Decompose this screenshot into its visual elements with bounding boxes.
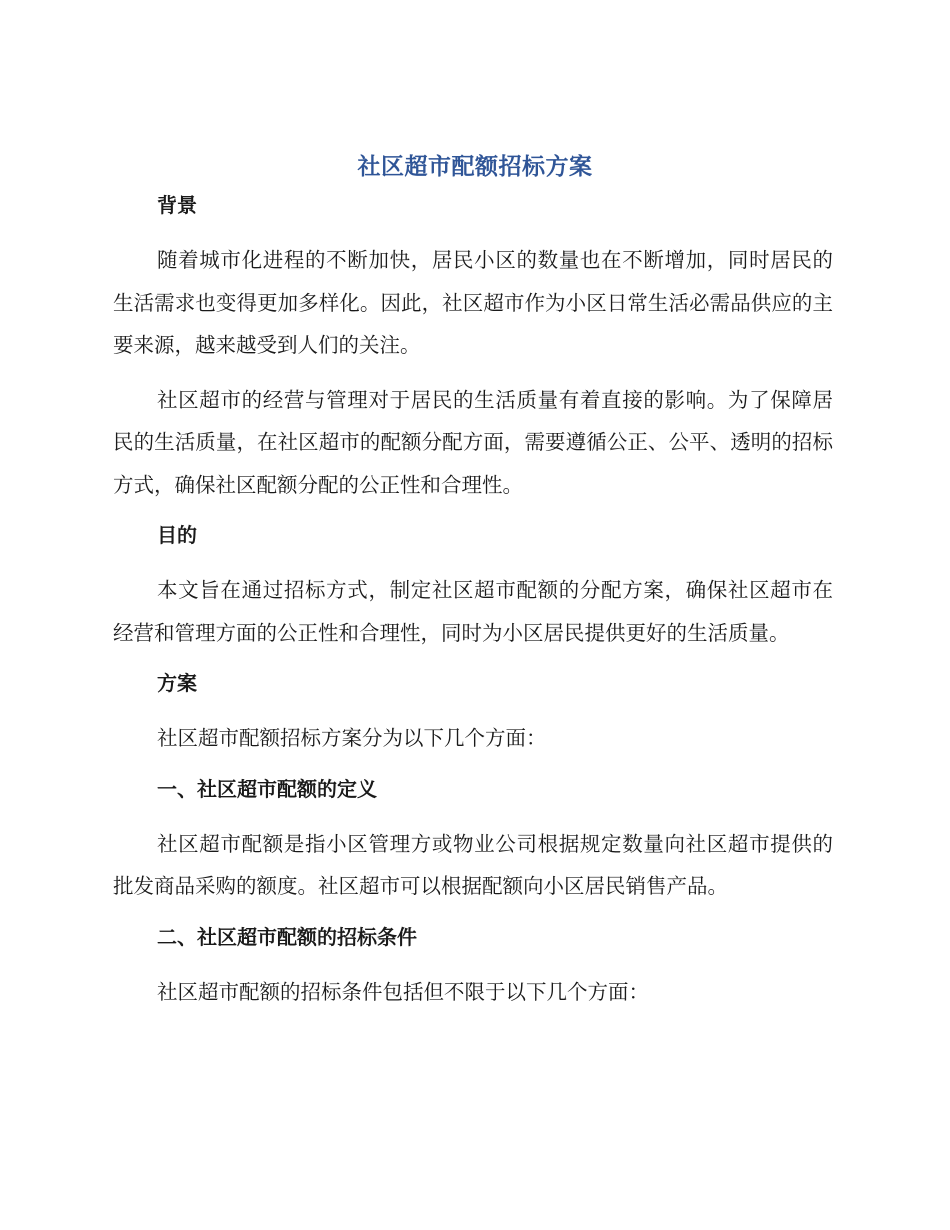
heading-plan: 方案 [157,671,197,695]
paragraph-purpose: 本文旨在通过招标方式，制定社区超市配额的分配方案，确保社区超市在经营和管理方面的公正性和合理性，同时为小区居民提供更好的生活质量。 [113,578,833,645]
paragraph-plan: 社区超市配额招标方案分为以下几个方面： [157,726,547,750]
heading-section-2: 二、社区超市配额的招标条件 [157,924,417,949]
paragraph-background-1: 随着城市化进程的不断加快，居民小区的数量也在不断增加，同时居民的生活需求也变得更加多样化。因此，社区超市作为小区日常生活必需品供应的主要来源，越来越受到人们的关注。 [113,248,833,357]
heading-background: 背景 [157,193,197,217]
document-body [113,188,833,1013]
paragraph-section-1: 社区超市配额是指小区管理方或物业公司根据规定数量向社区超市提供的批发商品采购的额度。社区超市可以根据配额向小区居民销售产品。 [113,831,833,898]
document-title: 社区超市配额招标方案 [357,154,593,180]
paragraph-background-2: 社区超市的经营与管理对于居民的生活质量有着直接的影响。为了保障居民的生活质量，在社区超市的配额分配方面，需要遵循公正、公平、透明的招标方式，确保社区配额分配的公正性和合理性。 [113,387,833,497]
paragraph-section-2: 社区超市配额的招标条件包括但不限于以下几个方面： [157,979,649,1004]
heading-purpose: 目的 [157,523,197,547]
heading-section-1: 一、社区超市配额的定义 [157,776,377,801]
